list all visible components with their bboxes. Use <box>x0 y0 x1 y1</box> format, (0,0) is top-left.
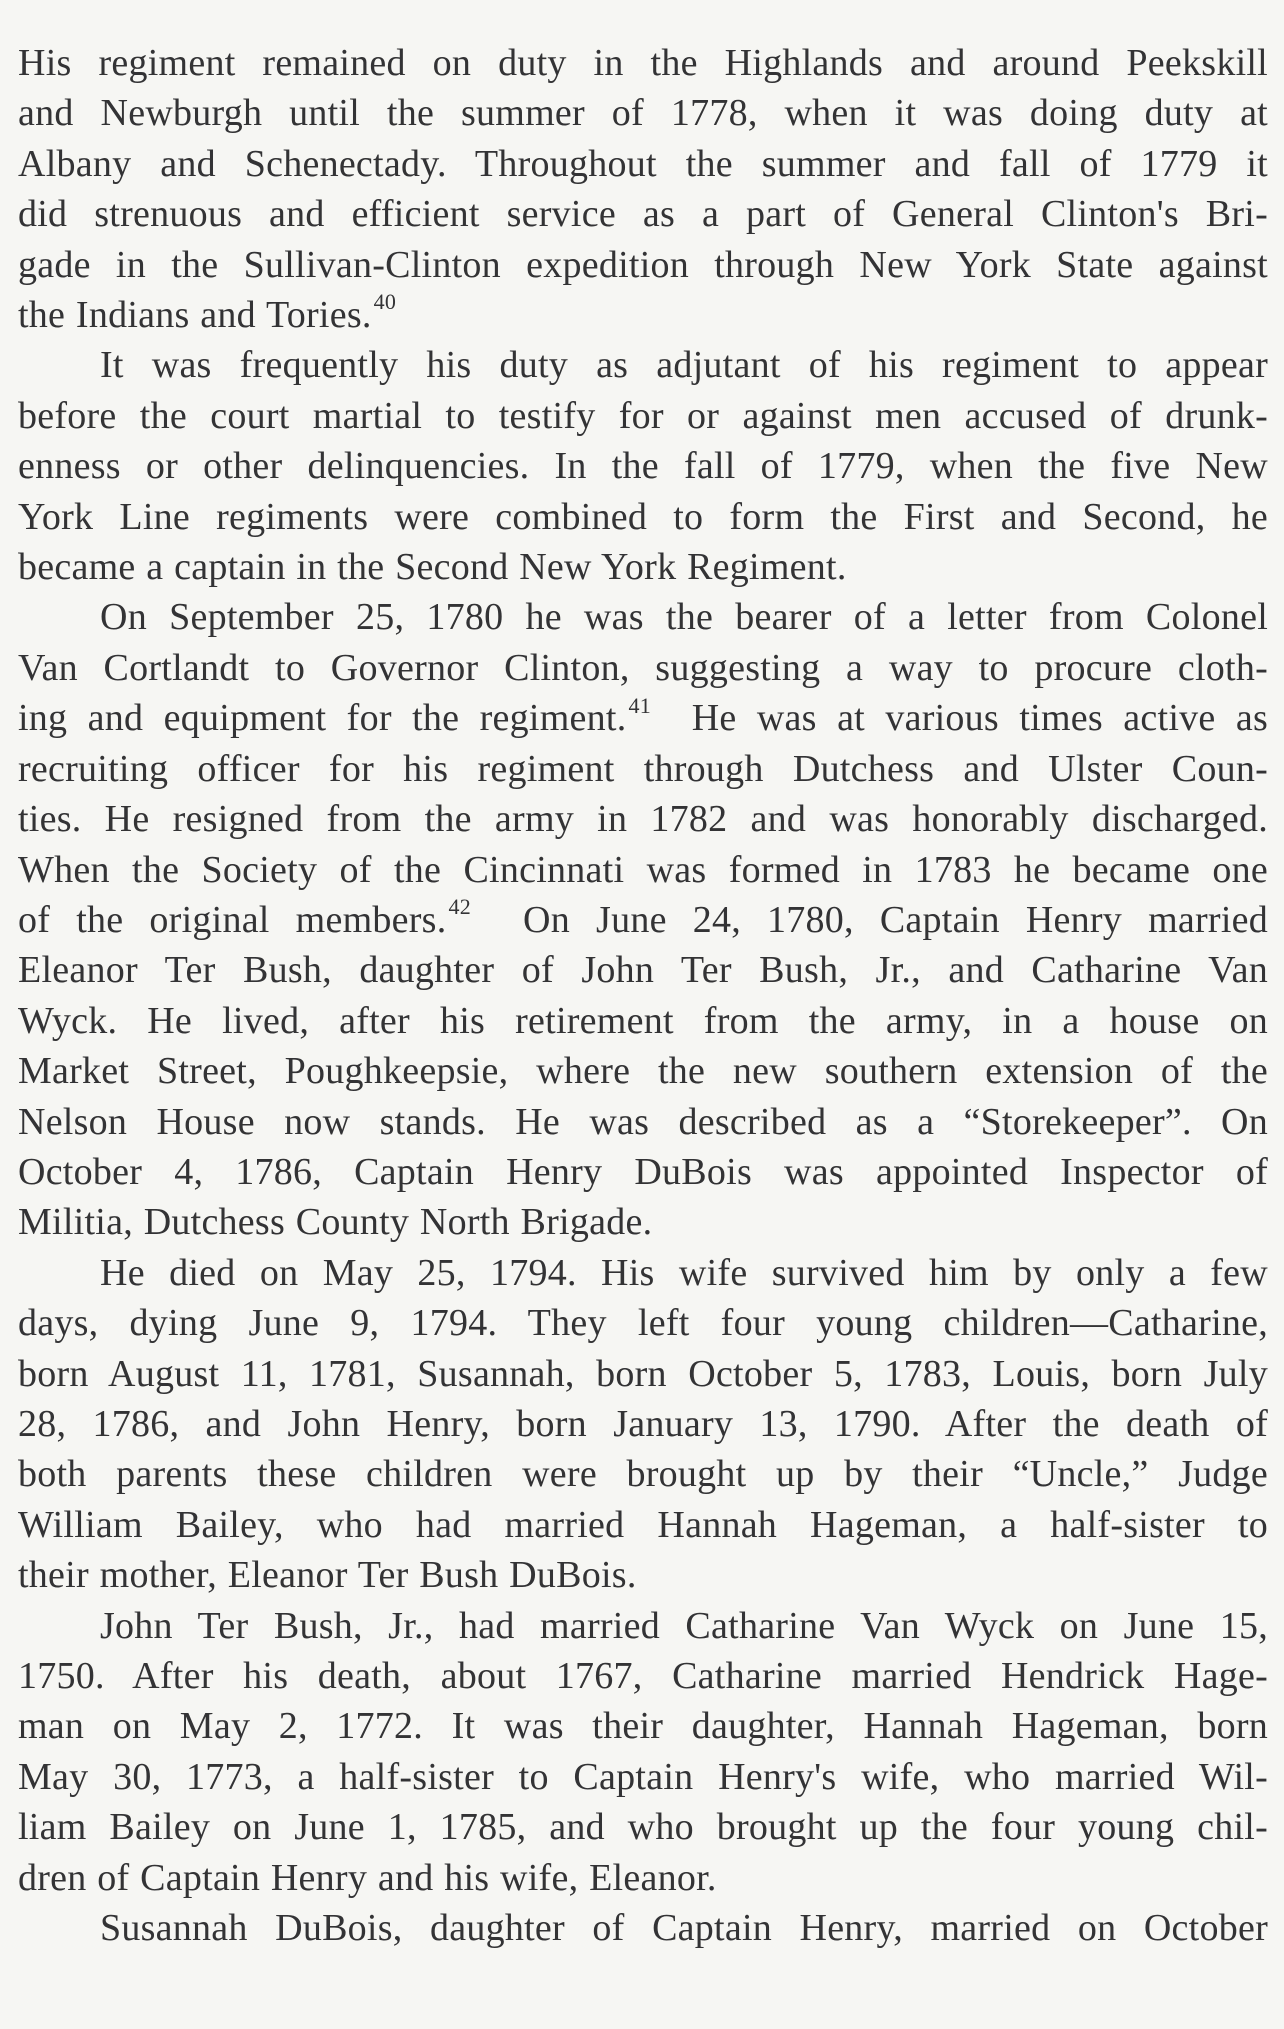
text-segment: of the original members. <box>18 898 447 941</box>
paragraph-3 <box>18 592 1268 1247</box>
text-line: Eleanor Ter Bush, daughter of John Ter Bush, Jr., and Catharine Van <box>18 949 1268 992</box>
text-line: His regiment remained on duty in the Highlands and around Peekskill <box>18 42 1268 84</box>
text-line: 28, 1786, and John Henry, born January 13, 1790. After the death of <box>18 1402 1268 1445</box>
paragraph-1 <box>18 38 1268 340</box>
text-line <box>18 693 1268 743</box>
paragraph-6 <box>18 1903 1268 1953</box>
text-line: Nelson House now stands. He was described as a “Storekeeper”. On <box>18 1100 1268 1143</box>
text-line: May 30, 1773, a half-sister to Captain Henry's wife, who married Wil- <box>18 1755 1268 1798</box>
text-line: Militia, Dutchess County North Brigade. <box>18 1201 653 1244</box>
document-page <box>18 38 1268 1953</box>
text-line: became a captain in the Second New York Regiment. <box>18 546 847 589</box>
text-line <box>18 895 1268 945</box>
text-line: and Newburgh until the summer of 1778, when it was doing duty at <box>18 92 1268 135</box>
text-line: gade in the Sullivan-Clinton expedition through New York State against <box>18 243 1268 286</box>
footnote-ref-42: 42 <box>448 894 471 920</box>
text-line: Albany and Schenectady. Throughout the summer and fall of 1779 it <box>18 142 1268 185</box>
text-line: He died on May 25, 1794. His wife survived him by only a few <box>100 1251 1268 1294</box>
paragraph-2 <box>18 340 1268 592</box>
text-line: When the Society of the Cincinnati was formed in 1783 he became one <box>18 848 1268 891</box>
text-line: On September 25, 1780 he was the bearer of a letter from Colonel <box>100 596 1268 639</box>
text-line: did strenuous and efficient service as a part of General Clinton's Bri- <box>18 193 1268 236</box>
text-line: Market Street, Poughkeepsie, where the new southern extension of the <box>18 1050 1268 1093</box>
text-segment: He was at various times active as <box>691 697 1269 740</box>
text-segment: On June 24, 1780, Captain Henry married <box>523 898 1268 941</box>
text-line: liam Bailey on June 1, 1785, and who brought up the four young chil- <box>18 1806 1268 1849</box>
text-line: It was frequently his duty as adjutant of his regiment to appear <box>100 344 1268 387</box>
footnote-ref-41: 41 <box>628 692 651 718</box>
text-line: ties. He resigned from the army in 1782 and was honorably discharged. <box>18 798 1268 841</box>
text-line: Van Cortlandt to Governor Clinton, suggesting a way to procure cloth- <box>18 646 1268 689</box>
text-line: born August 11, 1781, Susannah, born October 5, 1783, Louis, born July <box>18 1352 1268 1395</box>
text-line: both parents these children were brought up by their “Uncle,” Judge <box>18 1453 1268 1496</box>
text-line: York Line regiments were combined to form the First and Second, he <box>18 495 1268 538</box>
text-line: days, dying June 9, 1794. They left four young children—Catharine, <box>18 1302 1268 1345</box>
text-line: recruiting officer for his regiment through Dutchess and Ulster Coun- <box>18 747 1268 790</box>
text-line: Susannah DuBois, daughter of Captain Henry, married on October <box>100 1907 1268 1950</box>
footnote-ref-40: 40 <box>373 289 397 315</box>
text-line: dren of Captain Henry and his wife, Eleanor. <box>18 1856 717 1899</box>
paragraph-4 <box>18 1248 1268 1601</box>
text-line: 1750. After his death, about 1767, Catharine married Hendrick Hage- <box>18 1655 1268 1697</box>
text-line: William Bailey, who had married Hannah Hageman, a half-sister to <box>18 1503 1268 1546</box>
text-line: John Ter Bush, Jr., had married Catharine Van Wyck on June 15, <box>100 1604 1268 1647</box>
text-line: enness or other delinquencies. In the fall of 1779, when the five New <box>18 445 1268 488</box>
text-line: their mother, Eleanor Ter Bush DuBois. <box>18 1554 637 1597</box>
text-line: before the court martial to testify for or against men accused of drunk- <box>18 394 1268 437</box>
text-line: Wyck. He lived, after his retirement from the army, in a house on <box>18 999 1268 1042</box>
paragraph-5 <box>18 1601 1268 1903</box>
text-line: October 4, 1786, Captain Henry DuBois was appointed Inspector of <box>18 1150 1268 1193</box>
text-segment: the Indians and Tories. <box>18 294 372 337</box>
text-segment: ing and equipment for the regiment. <box>18 697 627 740</box>
text-line <box>18 290 1268 340</box>
text-line: man on May 2, 1772. It was their daughter, Hannah Hageman, born <box>18 1705 1268 1748</box>
